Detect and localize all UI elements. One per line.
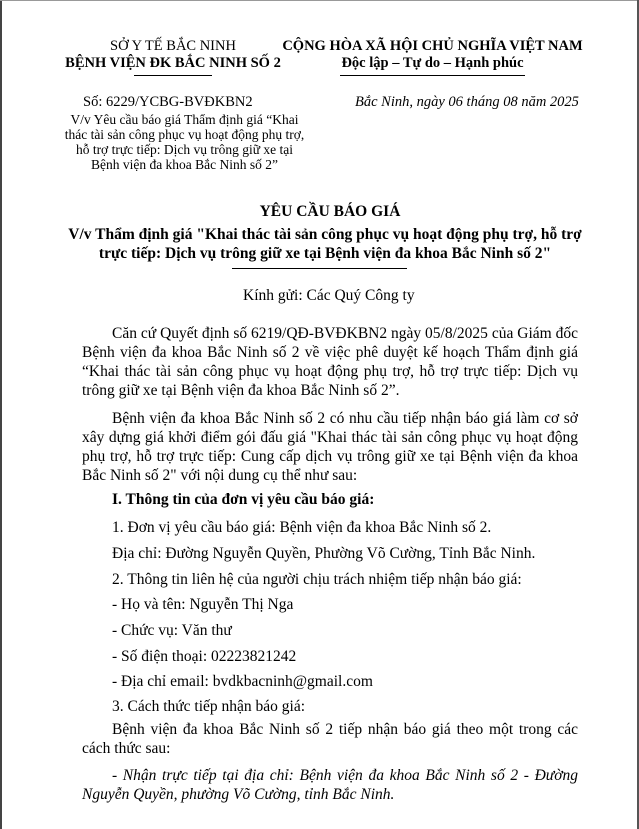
method-text: Bệnh viện đa khoa Bắc Ninh số 2 tiếp nhận báo giá theo một trong các cách thức sau: xyxy=(82,721,578,757)
viewer-top-border xyxy=(0,0,639,1)
contact-phone: - Số điện thoại: 02223821242 xyxy=(112,648,297,665)
document-title: YÊU CẦU BÁO GIÁ xyxy=(259,203,401,220)
department-name: SỞ Y TẾ BẮC NINH xyxy=(110,38,236,54)
issuer-header xyxy=(58,38,288,76)
section-heading: I. Thông tin của đơn vị yêu cầu báo giá: xyxy=(112,491,375,508)
motto-underline xyxy=(340,75,525,76)
viewer-left-border xyxy=(0,0,2,829)
document-date: Bắc Ninh, ngày 06 tháng 08 năm 2025 xyxy=(355,94,579,110)
contact-email: - Địa chỉ email: bvdkbacninh@gmail.com xyxy=(112,673,373,690)
unit-address: Địa chỉ: Đường Nguyễn Quyền, Phường Võ Cường, Tỉnh Bắc Ninh. xyxy=(112,545,536,562)
title-underline xyxy=(232,268,407,269)
paragraph-text: Căn cứ Quyết định số 6219/QĐ-BVĐKBN2 ngày 05/8/2025 của Giám đốc Bệnh viện đa khoa Bắc Ninh số 2 về việc phê duyệt kế hoạch Thẩm định giá “Khai thác tài sản công phục vụ hoạt động phụ trợ, hỗ trợ trực tiếp: Dịch vụ trông giữ xe tại Bệnh viện đa khoa Bắc Ninh số 2”. xyxy=(82,325,578,399)
contact-name: - Họ và tên: Nguyễn Thị Nga xyxy=(112,596,294,613)
document-title-subject: V/v Thẩm định giá "Khai thác tài sản công phục vụ hoạt động phụ trợ, hỗ trợ trực tiếp: Dịch vụ trông giữ xe tại Bệnh viện đa khoa Bắc Ninh số 2" xyxy=(68,226,582,262)
issuer-underline xyxy=(134,75,212,76)
paragraph-legal-basis xyxy=(82,324,578,400)
greeting: Kính gửi: Các Quý Công ty xyxy=(243,287,415,304)
paragraph-text: Bệnh viện đa khoa Bắc Ninh số 2 có nhu cầu tiếp nhận báo giá làm cơ sở xây dựng giá khởi điểm gói đấu giá "Khai thác tài sản công phục vụ hoạt động phụ trợ, hỗ trợ trực tiếp: Cung cấp dịch vụ trông giữ xe tại Bệnh viện đa khoa Bắc Ninh số 2" với nội dung cụ thể như sau: xyxy=(82,410,578,484)
requesting-unit: 1. Đơn vị yêu cầu báo giá: Bệnh viện đa khoa Bắc Ninh số 2. xyxy=(112,519,492,536)
method-heading: 3. Cách thức tiếp nhận báo giá: xyxy=(112,698,306,715)
contact-position: - Chức vụ: Văn thư xyxy=(112,622,232,639)
national-header xyxy=(280,38,585,76)
paragraph-request xyxy=(82,409,578,485)
republic-name: CỘNG HÒA XÃ HỘI CHỦ NGHĨA VIỆT NAM xyxy=(282,38,583,54)
method-direct: - Nhận trực tiếp tại địa chỉ: Bệnh viện đa khoa Bắc Ninh số 2 - Đường Nguyễn Quyền, phường Võ Cường, tỉnh Bắc Ninh. xyxy=(82,767,578,803)
document-number: Số: 6229/YCBG-BVĐKBN2 xyxy=(83,94,253,110)
national-motto: Độc lập – Tự do – Hạnh phúc xyxy=(341,55,524,71)
hospital-name: BỆNH VIỆN ĐK BẮC NINH SỐ 2 xyxy=(65,55,281,71)
document-subject: V/v Yêu cầu báo giá Thẩm định giá “Khai thác tài sản công phục vụ hoạt động phụ trợ, hỗ trợ trực tiếp: Dịch vụ trông giữ xe tại Bệnh viện đa khoa Bắc Ninh số 2” xyxy=(64,112,305,172)
contact-heading: 2. Thông tin liên hệ của người chịu trách nhiệm tiếp nhận báo giá: xyxy=(112,571,522,588)
